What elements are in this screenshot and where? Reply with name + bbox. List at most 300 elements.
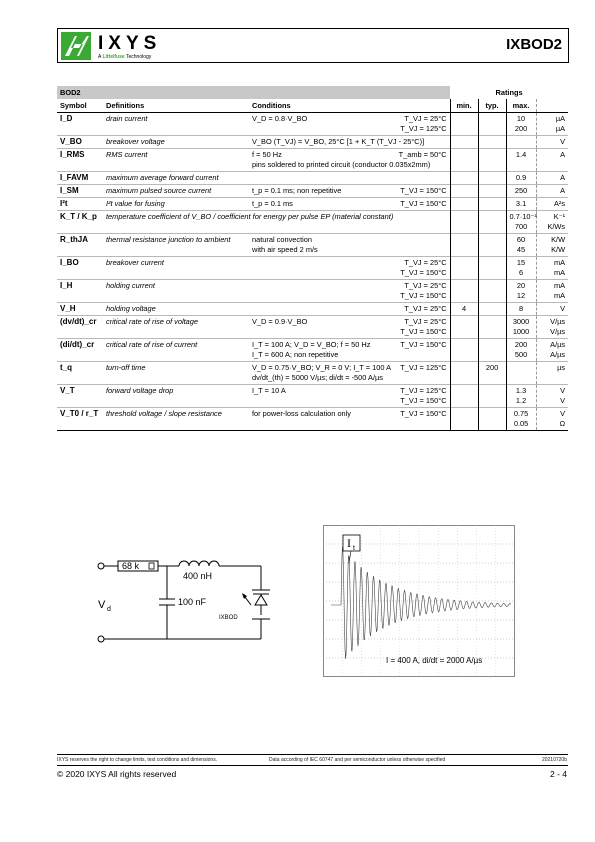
row-temperature (394, 198, 450, 211)
col-unit (536, 99, 568, 113)
row-unit (536, 149, 568, 172)
row-condition (249, 280, 394, 303)
row-max (506, 198, 536, 211)
row-max (506, 280, 536, 303)
footer-doc-code: 20210720b (541, 757, 567, 763)
row-condition (249, 257, 394, 280)
row-typ-line (482, 396, 503, 406)
table-row (57, 234, 568, 257)
row-unit-line: mA (554, 281, 566, 290)
row-condition-line (252, 419, 391, 429)
row-typ-line (482, 114, 503, 124)
row-symbol: I_BO (57, 257, 103, 280)
row-max-line: 700 (514, 222, 528, 231)
oscilloscope-trace (323, 525, 515, 677)
table-row (57, 198, 568, 211)
row-typ-line (482, 186, 503, 196)
row-min-line (454, 186, 475, 196)
row-max-line: 45 (516, 245, 526, 254)
row-temperature (394, 234, 450, 257)
row-unit-line: A²s (554, 199, 566, 208)
row-max-line (510, 160, 533, 170)
row-typ-line (482, 245, 503, 255)
row-min-line (454, 419, 475, 429)
row-definition: RMS current (103, 149, 249, 172)
row-typ (478, 211, 506, 234)
row-min (450, 211, 478, 234)
row-symbol: R_thJA (57, 234, 103, 257)
row-min-line (454, 340, 475, 350)
row-min (450, 316, 478, 339)
test-circuit-diagram (95, 553, 290, 643)
row-typ-line (482, 173, 503, 183)
row-typ-line (482, 373, 503, 383)
row-min-line (454, 396, 475, 406)
row-max (506, 339, 536, 362)
row-temperature (394, 303, 450, 316)
row-unit-line (540, 373, 566, 383)
row-unit-line: V (560, 304, 566, 313)
row-unit-line: K/Ws (547, 222, 566, 231)
row-symbol: V_H (57, 303, 103, 316)
row-unit-line: Ω (559, 419, 566, 428)
footer-page-number: 2 - 4 (549, 769, 567, 779)
table-column-headers (57, 99, 568, 113)
row-condition (249, 362, 394, 385)
row-unit-line: µA (555, 114, 566, 123)
row-temperature (394, 257, 450, 280)
row-typ (478, 339, 506, 362)
row-temperature-line (397, 350, 447, 360)
row-condition-line (252, 281, 391, 291)
tagline-suffix: Technology (124, 54, 152, 60)
row-max-line: 0.7·10⁻³ (509, 212, 537, 221)
trace-label: I (347, 536, 351, 550)
row-unit (536, 339, 568, 362)
row-max-line: 0.9 (515, 173, 527, 182)
row-condition-line: with air speed 2 m/s (252, 245, 318, 254)
row-min (450, 280, 478, 303)
table-row (57, 136, 568, 149)
row-temperature (394, 385, 450, 408)
row-min (450, 136, 478, 149)
table-row (57, 257, 568, 280)
row-min (450, 234, 478, 257)
row-min (450, 198, 478, 211)
row-typ (478, 185, 506, 198)
row-temperature-line: T_amb = 50°C (398, 150, 447, 159)
row-unit (536, 280, 568, 303)
row-definition: breakover voltage (103, 136, 249, 149)
row-max-line: 200 (514, 124, 528, 133)
row-typ (478, 362, 506, 385)
row-symbol: I_FAVM (57, 172, 103, 185)
row-typ-line (482, 419, 503, 429)
row-condition-line: V_D = 0.8·V_BO (252, 114, 308, 123)
row-definition: I²t value for fusing (103, 198, 249, 211)
row-typ (478, 280, 506, 303)
row-typ-line (482, 222, 503, 232)
row-condition-line: pins soldered to printed circuit (conductor 0.035x2mm) (252, 160, 431, 169)
row-temperature-line: T_VJ = 150°C (400, 186, 447, 195)
row-min-line (454, 199, 475, 209)
row-typ-line (482, 340, 503, 350)
row-temperature (394, 280, 450, 303)
row-min (450, 339, 478, 362)
row-unit-line: K/W (551, 235, 566, 244)
table-row (57, 408, 568, 431)
row-min-line (454, 212, 475, 222)
row-min (450, 362, 478, 385)
row-typ-line (482, 160, 503, 170)
col-max: max. (506, 99, 536, 113)
row-unit-line: V (560, 137, 566, 146)
row-unit (536, 385, 568, 408)
row-temperature (394, 339, 450, 362)
row-min-line (454, 258, 475, 268)
ixys-logo-icon (61, 32, 91, 60)
resistor-label: 68 k (122, 561, 140, 571)
row-unit (536, 303, 568, 316)
row-min-line (454, 222, 475, 232)
row-unit-line (540, 160, 566, 170)
row-typ-line (482, 137, 503, 147)
row-condition (249, 303, 394, 316)
part-number: IXBOD2 (506, 36, 562, 53)
row-symbol: V_T (57, 385, 103, 408)
footer-data-note: Data according of IEC 60747 and per semiconductor unless otherwise specified (269, 757, 446, 763)
row-unit-line: V (560, 386, 566, 395)
row-typ (478, 198, 506, 211)
row-definition: critical rate of rise of voltage (103, 316, 249, 339)
row-typ (478, 113, 506, 136)
footer-copyright: © 2020 IXYS All rights reserved (57, 769, 177, 779)
row-condition-line: V_D = 0.75·V_BO; V_R = 0 V; I_T = 100 A (252, 363, 392, 372)
row-temperature-line: T_VJ = 150°C (400, 268, 447, 277)
row-max (506, 234, 536, 257)
row-symbol: V_T0 / r_T (57, 408, 103, 431)
row-min-line (454, 373, 475, 383)
row-typ (478, 316, 506, 339)
row-min (450, 172, 478, 185)
row-definition: maximum average forward current (103, 172, 249, 185)
row-condition-line: t_p = 0.1 ms (252, 199, 293, 208)
footer-rule (57, 754, 568, 755)
row-typ (478, 385, 506, 408)
table-row (57, 385, 568, 408)
row-typ-line (482, 150, 503, 160)
row-condition-line: t_p = 0.1 ms; non repetitive (252, 186, 342, 195)
row-max-line: 500 (514, 350, 528, 359)
row-typ (478, 172, 506, 185)
row-max (506, 172, 536, 185)
row-max-line: 12 (516, 291, 526, 300)
footer-disclaimer: IXYS reserves the right to change limits, test conditions and dimensions. (57, 757, 218, 763)
row-definition: maximum pulsed source current (103, 185, 249, 198)
row-temperature-line (397, 419, 447, 429)
row-typ-line (482, 268, 503, 278)
source-subscript: d (107, 606, 111, 613)
row-temperature-line: T_VJ = 150°C (400, 199, 447, 208)
row-min-line (454, 235, 475, 245)
row-typ-line (482, 291, 503, 301)
row-temperature-line: T_VJ = 150°C (400, 396, 447, 405)
row-unit-line: V/µs (550, 327, 566, 336)
row-condition-line: I_T = 600 A; non repetitive (252, 350, 339, 359)
row-max-line: 1.4 (515, 150, 527, 159)
row-condition-line (252, 291, 391, 301)
row-definition: critical rate of rise of current (103, 339, 249, 362)
row-unit (536, 257, 568, 280)
row-condition (249, 408, 394, 431)
table-row (57, 362, 568, 385)
tagline-prefix: A (98, 54, 103, 60)
row-temperature-line (397, 222, 447, 232)
row-typ-line (482, 304, 503, 314)
table-group-header (57, 86, 568, 99)
row-typ-line (482, 235, 503, 245)
row-condition-line (252, 396, 391, 406)
row-max (506, 303, 536, 316)
row-definition: drain current (103, 113, 249, 136)
row-condition (249, 185, 394, 198)
row-max (506, 362, 536, 385)
brand-name: IXYS (98, 33, 162, 54)
row-max-line: 1.2 (515, 396, 527, 405)
row-max (506, 113, 536, 136)
row-max-line: 3000 (512, 317, 530, 326)
row-max (506, 211, 536, 234)
row-typ (478, 257, 506, 280)
row-condition-line (252, 124, 391, 134)
row-max (506, 136, 536, 149)
row-definition: thermal resistance junction to ambient (103, 234, 249, 257)
col-symbol: Symbol (57, 99, 103, 113)
scope-caption: I = 400 A, di/dt = 2000 A/µs (386, 656, 483, 665)
row-symbol: V_BO (57, 136, 103, 149)
row-condition-line: I_T = 10 A (252, 386, 286, 395)
row-typ (478, 234, 506, 257)
row-temperature-line: T_VJ = 150°C (400, 340, 447, 349)
row-temperature-line (397, 235, 447, 245)
row-typ-line (482, 124, 503, 134)
row-definition: threshold voltage / slope resistance (103, 408, 249, 431)
tagline-company: Littelfuse (102, 54, 125, 60)
table-row (57, 211, 568, 234)
row-min (450, 408, 478, 431)
row-condition-line (252, 173, 391, 183)
row-temperature (394, 316, 450, 339)
footer-rule-2 (57, 765, 568, 766)
row-max (506, 257, 536, 280)
row-max (506, 185, 536, 198)
row-max-line: 250 (514, 186, 528, 195)
row-temperature-line: T_VJ = 150°C (400, 327, 447, 336)
row-temperature-line: T_VJ = 25°C (404, 281, 447, 290)
ratings-label: Ratings (450, 86, 568, 99)
row-min-line (454, 173, 475, 183)
group-label: BOD2 (57, 86, 450, 99)
row-typ-line (482, 258, 503, 268)
row-max-line: 1.3 (515, 386, 527, 395)
row-temperature-line: T_VJ = 125°C (400, 386, 447, 395)
row-max-line (510, 137, 533, 147)
source-label: V (98, 599, 106, 611)
row-condition (249, 198, 394, 211)
row-min-line (454, 160, 475, 170)
row-temperature-line: T_VJ = 25°C (404, 114, 447, 123)
row-unit-line: A (560, 150, 566, 159)
row-condition-line: dv/dt_(th) = 5000 V/µs; di/dt = -500 A/µs (252, 373, 383, 382)
row-min-line (454, 150, 475, 160)
table-row (57, 280, 568, 303)
row-definition: holding current (103, 280, 249, 303)
row-definition: temperature coefficient of V_BO / coefficient for energy per pulse EP (material constant) (103, 211, 249, 234)
row-temperature (394, 185, 450, 198)
row-min-line: 4 (461, 304, 467, 313)
row-temperature (394, 211, 450, 234)
row-temperature (394, 408, 450, 431)
row-unit-line: A (560, 186, 566, 195)
row-unit-line: K/W (551, 245, 566, 254)
row-condition (249, 385, 394, 408)
row-unit-line: A (560, 173, 566, 182)
row-min (450, 113, 478, 136)
col-typ: typ. (478, 99, 506, 113)
row-min-line (454, 386, 475, 396)
row-condition (249, 339, 394, 362)
row-max-line: 200 (514, 340, 528, 349)
row-max-line (510, 363, 533, 373)
col-conditions: Conditions (249, 99, 450, 113)
row-max-line: 8 (518, 304, 524, 313)
row-max (506, 408, 536, 431)
row-temperature-line (397, 212, 447, 222)
row-condition-line: I_T = 100 A; V_D = V_BO; f = 50 Hz (252, 340, 371, 349)
row-max (506, 316, 536, 339)
row-unit (536, 211, 568, 234)
row-unit (536, 234, 568, 257)
row-min-line (454, 291, 475, 301)
row-condition-line: V_BO (T_VJ) = V_BO, 25°C [1 + K_T (T_VJ - 25°C)] (252, 137, 425, 146)
row-temperature-line: T_VJ = 150°C (400, 291, 447, 300)
row-unit-line: V/µs (550, 317, 566, 326)
brand-tagline (98, 54, 151, 60)
row-condition-line: natural convection (252, 235, 312, 244)
table-row (57, 149, 568, 172)
row-definition: forward voltage drop (103, 385, 249, 408)
table-row (57, 113, 568, 136)
row-typ (478, 303, 506, 316)
row-symbol: (di/dt)_cr (57, 339, 103, 362)
col-definitions: Definitions (103, 99, 249, 113)
row-temperature-line (397, 173, 447, 183)
row-typ (478, 408, 506, 431)
row-unit-line: V (560, 409, 566, 418)
row-max-line: 1000 (512, 327, 530, 336)
row-temperature-line: T_VJ = 125°C (400, 124, 447, 133)
row-min-line (454, 327, 475, 337)
row-temperature-line: T_VJ = 150°C (400, 409, 447, 418)
row-definition: turn-off time (103, 362, 249, 385)
row-unit-line: A/µs (550, 350, 566, 359)
row-unit (536, 172, 568, 185)
row-max-line: 6 (518, 268, 524, 277)
row-min-line (454, 137, 475, 147)
row-symbol: (dv/dt)_cr (57, 316, 103, 339)
row-condition (249, 316, 394, 339)
col-min: min. (450, 99, 478, 113)
row-condition (249, 136, 425, 149)
row-typ-line (482, 212, 503, 222)
row-min-line (454, 114, 475, 124)
row-condition-line: for power-loss calculation only (252, 409, 351, 418)
table-body (57, 113, 568, 431)
row-unit (536, 408, 568, 431)
row-definition: holding voltage (103, 303, 249, 316)
row-min-line (454, 363, 475, 373)
row-max-line: 3.1 (515, 199, 527, 208)
row-condition (249, 113, 394, 136)
row-temperature (394, 113, 450, 136)
row-symbol: K_T / K_p (57, 211, 103, 234)
row-min (450, 303, 478, 316)
row-min-line (454, 124, 475, 134)
row-symbol: I²t (57, 198, 103, 211)
row-max (506, 385, 536, 408)
row-min (450, 385, 478, 408)
row-unit-line: µA (555, 124, 566, 133)
row-max-line: 20 (516, 281, 526, 290)
row-min-line (454, 317, 475, 327)
row-min (450, 149, 478, 172)
row-unit (536, 316, 568, 339)
table-row (57, 185, 568, 198)
row-min (450, 185, 478, 198)
row-typ-line (482, 327, 503, 337)
row-unit-line: mA (554, 268, 566, 277)
row-symbol: I_RMS (57, 149, 103, 172)
row-temperature-line (397, 245, 447, 255)
row-unit-line: V (560, 396, 566, 405)
row-temperature (394, 362, 450, 385)
row-min-line (454, 409, 475, 419)
ratings-table (57, 86, 568, 431)
row-min-line (454, 350, 475, 360)
row-unit-line: mA (554, 291, 566, 300)
row-typ (478, 149, 506, 172)
row-typ-line (482, 386, 503, 396)
row-max-line (510, 373, 533, 383)
row-temperature (394, 172, 450, 185)
row-symbol: I_D (57, 113, 103, 136)
row-typ-line (482, 199, 503, 209)
row-typ-line (482, 350, 503, 360)
row-condition (249, 172, 394, 185)
row-min (450, 257, 478, 280)
row-unit (536, 136, 568, 149)
row-symbol: I_SM (57, 185, 103, 198)
row-typ (478, 136, 506, 149)
row-unit-line: µs (557, 363, 566, 372)
row-unit (536, 113, 568, 136)
table-row (57, 172, 568, 185)
row-temperature-line: T_VJ = 125°C (400, 363, 447, 372)
row-definition: breakover current (103, 257, 249, 280)
page-header (57, 28, 569, 63)
trace-subscript: t (353, 545, 355, 552)
row-unit-line: K⁻¹ (553, 212, 566, 221)
